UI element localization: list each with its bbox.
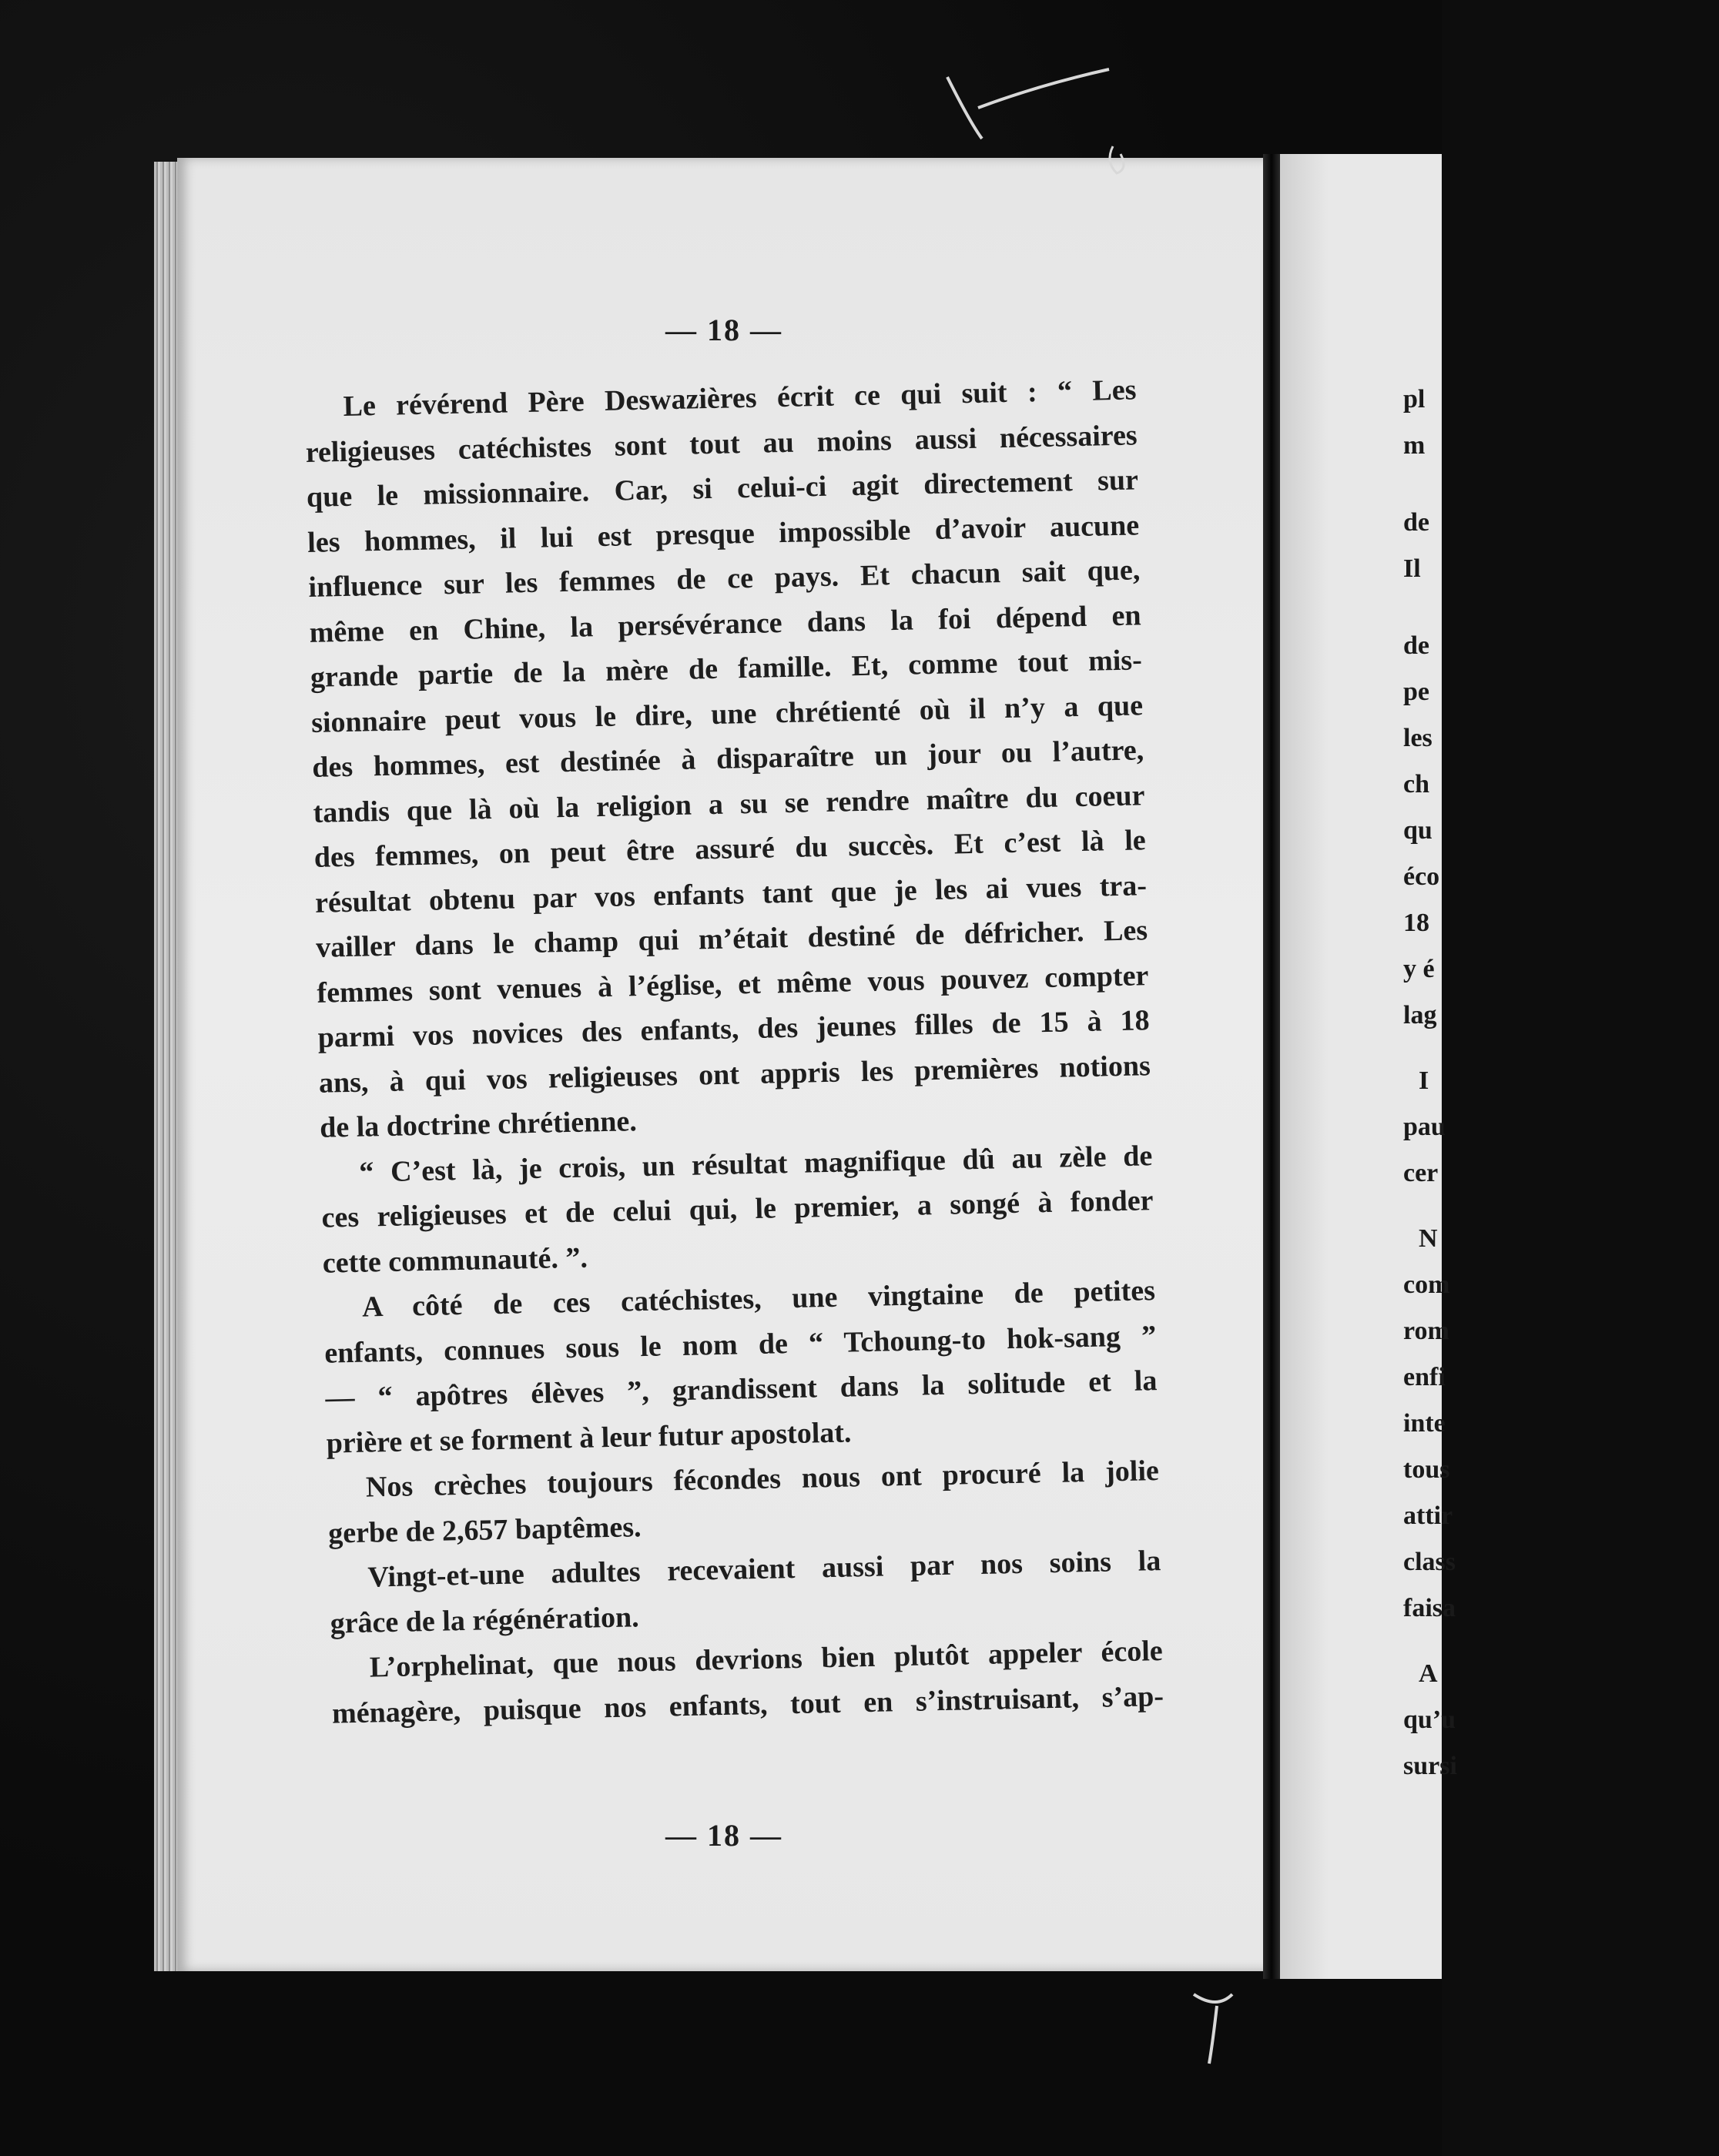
text-line: religieuses catéchistes sont tout au moins aussi nécessaires: [305, 418, 1138, 469]
text-line: vailler dans le champ qui m’était destiné de défricher. Les: [315, 914, 1148, 964]
book-gutter: [1263, 154, 1280, 1979]
right-page-fragment: enfi: [1403, 1363, 1446, 1391]
right-page-fragment: cer: [1403, 1159, 1439, 1187]
pencil-mark-bottom: [1186, 1979, 1278, 2071]
text-line: de la doctrine chrétienne.: [319, 1105, 638, 1144]
right-page-fragment: sursi: [1403, 1752, 1457, 1780]
right-page-fragment: pe: [1403, 678, 1429, 706]
page-footer-number: — 18 —: [665, 1818, 782, 1853]
text-line: que le missionnaire. Car, si celui-ci agit directement sur: [306, 464, 1139, 514]
right-page-fragment: ch: [1403, 770, 1429, 798]
text-line: sionnaire peut vous le dire, une chrétienté où il n’y a que: [310, 688, 1144, 739]
text-line: tandis que là où la religion a su se rendre maître du coeur: [313, 778, 1145, 829]
right-page-fragment: attir: [1403, 1502, 1453, 1530]
book-page-edges: [154, 162, 177, 1971]
right-page-fragment: lag: [1403, 1001, 1437, 1029]
right-page-fragment: les: [1403, 724, 1432, 752]
text-line: des femmes, on peut être assuré du succès. Et c’est là le: [313, 824, 1147, 874]
text-line: gerbe de 2,657 baptêmes.: [327, 1510, 642, 1550]
text-line: les hommes, il lui est presque impossible d’avoir aucune: [307, 508, 1140, 559]
right-page-fragment: rom: [1403, 1317, 1449, 1345]
right-page-fragment: qu: [1403, 816, 1432, 845]
text-line: résultat obtenu par vos enfants tant que je les ai vues tra-: [314, 869, 1148, 919]
text-line: Vingt-et-une adultes recevaient aussi par nos soins la: [367, 1545, 1161, 1594]
page-header-number: — 18 —: [665, 313, 782, 347]
text-line: même en Chine, la persévérance dans la foi dépend en: [309, 598, 1141, 649]
right-page-fragment: éco: [1403, 862, 1440, 891]
text-line: A côté de ces catéchistes, une vingtaine de petites: [361, 1274, 1156, 1324]
right-page-fragment: Il: [1403, 554, 1421, 583]
text-line: ans, à qui vos religieuses ont appris les premières notions: [318, 1049, 1151, 1100]
text-line: grande partie de la mère de famille. Et, comme tout mis-: [310, 644, 1143, 694]
right-page-fragment: pl: [1403, 385, 1426, 413]
text-line: L’orphelinat, que nous devrions bien plutôt appeler école: [369, 1635, 1164, 1684]
right-page-fragment: inte: [1403, 1409, 1446, 1438]
right-page-fragment: y é: [1403, 955, 1435, 983]
text-line: ces religieuses et de celui qui, le premier, a songé à fonder: [321, 1184, 1154, 1234]
right-page-fragment: com: [1403, 1270, 1450, 1299]
text-line: des hommes, est destinée à disparaître un jour ou l’autre,: [311, 734, 1144, 784]
right-page-fragment: I: [1419, 1066, 1429, 1095]
right-page: [1280, 154, 1457, 1979]
text-line: grâce de la régénération.: [330, 1600, 640, 1640]
text-line: Le révérend Père Deswazières écrit ce qui suit : “ Les: [343, 373, 1137, 423]
right-page-fragment: qu’u: [1403, 1706, 1456, 1734]
text-line: Nos crèches toujours fécondes nous ont procuré la jolie: [365, 1455, 1160, 1504]
right-page-fragment: tous: [1403, 1455, 1450, 1484]
right-page-fragment: N: [1419, 1224, 1438, 1253]
text-line: ménagère, puisque nos enfants, tout en s’instruisant, s’ap-: [331, 1679, 1164, 1730]
right-page-fragment: class: [1403, 1548, 1456, 1576]
text-line: femmes sont venues à l’église, et même vous pouvez compter: [317, 959, 1149, 1009]
right-page-fragment: A: [1419, 1659, 1438, 1688]
right-page-fragment: de: [1403, 508, 1429, 537]
text-line: parmi vos novices des enfants, des jeunes filles de 15 à 18: [317, 1004, 1150, 1054]
right-page-fragment: 18: [1403, 909, 1429, 937]
text-line: “ C’est là, je crois, un résultat magnifique dû au zèle de: [358, 1139, 1153, 1189]
right-page-fragment: pau: [1403, 1113, 1446, 1141]
right-page-fragment: de: [1403, 631, 1429, 660]
right-page-fragment: faisa: [1403, 1594, 1456, 1622]
text-line: enfants, connues sous le nom de “ Tchoung-to hok-sang ”: [323, 1319, 1157, 1370]
text-line: prière et se forment à leur futur apostolat.: [326, 1415, 852, 1460]
text-line: — “ apôtres élèves ”, grandissent dans la solitude et la: [325, 1364, 1158, 1414]
text-line: cette communauté. ”.: [322, 1241, 588, 1280]
pencil-mark-top: [924, 54, 1155, 192]
page-body-text: [304, 367, 1164, 1736]
text-line: influence sur les femmes de ce pays. Et chacun sait que,: [308, 554, 1141, 604]
right-page-fragment: m: [1403, 431, 1426, 460]
